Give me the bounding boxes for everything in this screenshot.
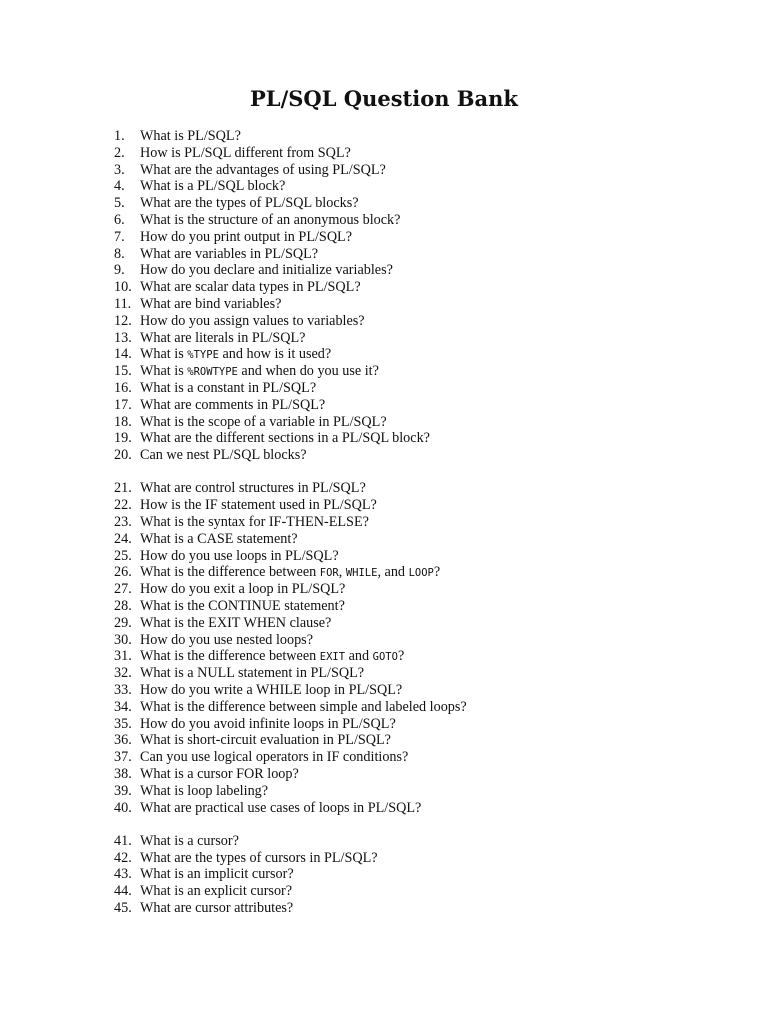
question-item <box>0 246 768 263</box>
question-item <box>0 581 768 598</box>
question-number: 10. <box>114 279 132 296</box>
question-text <box>140 480 366 497</box>
question-text <box>140 447 307 464</box>
question-item <box>0 833 768 850</box>
question-number: 25. <box>114 547 132 564</box>
question-item <box>0 665 768 682</box>
question-item <box>0 632 768 649</box>
question-item <box>0 145 768 162</box>
question-item <box>0 800 768 817</box>
question-text <box>140 279 361 296</box>
question-text-segment: What are scalar data types in PL/SQL? <box>140 279 361 296</box>
question-item <box>0 279 768 296</box>
question-text-segment: How is PL/SQL different from SQL? <box>140 144 351 161</box>
question-text <box>140 397 325 414</box>
question-text-segment: What is the EXIT WHEN clause? <box>140 614 332 631</box>
question-text-segment: What is the structure of an anonymous block? <box>140 211 401 228</box>
question-number: 43. <box>114 866 132 883</box>
question-text <box>140 212 400 229</box>
question-item <box>0 883 768 900</box>
question-item <box>0 514 768 531</box>
question-text-segment: What is a cursor? <box>140 832 239 849</box>
question-item <box>0 296 768 313</box>
question-text <box>140 682 402 699</box>
question-text-segment: , <box>338 564 346 581</box>
question-text <box>140 363 379 381</box>
question-item <box>0 262 768 279</box>
question-text-segment: and when do you use it? <box>237 363 379 380</box>
question-text <box>140 833 239 850</box>
question-number: 23. <box>114 514 132 531</box>
question-item <box>0 749 768 766</box>
question-text-segment: What are the advantages of using PL/SQL? <box>140 161 386 178</box>
question-text-segment: What is a cursor FOR loop? <box>140 765 299 782</box>
question-text-segment: What are bind variables? <box>140 295 282 312</box>
question-text-segment: How do you write a WHILE loop in PL/SQL? <box>140 682 403 698</box>
question-text <box>140 330 305 347</box>
question-item <box>0 497 768 514</box>
question-number: 38. <box>114 765 132 782</box>
question-text-segment: What is a PL/SQL block? <box>140 178 286 195</box>
question-text <box>140 178 285 195</box>
question-text-segment: What is the difference between <box>140 564 320 581</box>
question-number: 22. <box>114 497 132 514</box>
question-text <box>140 732 391 749</box>
question-item <box>0 531 768 548</box>
code-keyword: LOOP <box>408 567 434 580</box>
question-text-segment: What is <box>140 363 188 380</box>
question-text-segment: How do you assign values to variables? <box>140 312 365 329</box>
code-keyword: EXIT <box>319 651 346 664</box>
question-number: 21. <box>114 480 132 497</box>
question-text-segment: and <box>345 648 373 665</box>
question-number: 30. <box>114 631 132 648</box>
question-text-segment: What is the syntax for IF-THEN-ELSE? <box>140 514 369 531</box>
question-text <box>140 195 359 212</box>
question-text-segment: What are the types of cursors in PL/SQL? <box>140 849 378 866</box>
question-number: 18. <box>114 413 132 430</box>
question-text-segment: How do you declare and initialize variables? <box>140 262 393 279</box>
question-item <box>0 430 768 447</box>
question-text <box>140 783 268 800</box>
question-text-segment: How do you use loops in PL/SQL? <box>140 547 339 564</box>
question-text-segment: , and <box>377 564 409 581</box>
code-keyword: %ROWTYPE <box>187 366 238 379</box>
question-item <box>0 850 768 867</box>
question-item <box>0 178 768 195</box>
question-text-segment: What is <box>140 346 188 363</box>
question-number: 37. <box>114 749 132 766</box>
question-text-segment: ? <box>397 648 405 665</box>
question-text-segment: What is the difference between <box>140 648 320 665</box>
question-item <box>0 162 768 179</box>
question-number: 41. <box>114 832 132 849</box>
question-text <box>140 346 331 364</box>
question-text-segment: What is an explicit cursor? <box>140 883 293 900</box>
question-number: 12. <box>114 312 132 329</box>
question-text <box>140 564 440 582</box>
question-text <box>140 699 467 716</box>
question-item <box>0 363 768 380</box>
question-number: 42. <box>114 849 132 866</box>
question-item <box>0 380 768 397</box>
question-text <box>140 531 298 548</box>
section-spacer <box>0 816 768 833</box>
question-text-segment: Can we nest PL/SQL blocks? <box>140 447 307 464</box>
question-number: 7. <box>114 228 125 245</box>
question-item <box>0 548 768 565</box>
question-number: 4. <box>114 178 125 195</box>
question-text <box>140 229 352 246</box>
question-text-segment: What is PL/SQL? <box>140 128 241 144</box>
question-text <box>140 514 369 531</box>
question-text <box>140 380 316 397</box>
question-text <box>140 900 293 917</box>
question-text-segment: What are comments in PL/SQL? <box>140 396 326 413</box>
question-number: 29. <box>114 614 132 631</box>
question-number: 2. <box>114 144 125 161</box>
question-item <box>0 128 768 145</box>
question-text-segment: What is loop labeling? <box>140 782 269 799</box>
question-text <box>140 313 365 330</box>
question-text <box>140 145 351 162</box>
question-text <box>140 850 378 867</box>
code-keyword: GOTO <box>372 651 398 664</box>
question-number: 26. <box>114 564 132 581</box>
question-text <box>140 716 396 733</box>
question-text <box>140 430 430 447</box>
question-item <box>0 866 768 883</box>
question-text-segment: What are the different sections in a PL/SQL block? <box>140 430 430 447</box>
question-text-segment: What is the CONTINUE statement? <box>140 598 345 615</box>
question-text-segment: What is a CASE statement? <box>140 530 298 547</box>
question-number: 13. <box>114 329 132 346</box>
question-text <box>140 548 339 565</box>
question-item <box>0 212 768 229</box>
question-text <box>140 749 408 766</box>
question-text <box>140 581 345 598</box>
question-item <box>0 716 768 733</box>
question-text-segment: What are literals in PL/SQL? <box>140 329 306 346</box>
question-number: 28. <box>114 598 132 615</box>
question-item <box>0 229 768 246</box>
question-number: 9. <box>114 262 125 279</box>
question-item <box>0 682 768 699</box>
question-number: 19. <box>114 430 132 447</box>
question-text-segment: What is an implicit cursor? <box>140 866 294 883</box>
question-number: 17. <box>114 396 132 413</box>
question-number: 15. <box>114 363 132 380</box>
question-item <box>0 330 768 347</box>
question-text-segment: How do you exit a loop in PL/SQL? <box>140 581 346 598</box>
question-text <box>140 162 386 179</box>
question-item <box>0 732 768 749</box>
question-number: 44. <box>114 883 132 900</box>
question-text-segment: What is a constant in PL/SQL? <box>140 379 317 396</box>
section-spacer <box>0 464 768 481</box>
question-number: 20. <box>114 447 132 464</box>
question-text-segment: How do you print output in PL/SQL? <box>140 228 353 245</box>
question-number: 1. <box>114 128 125 144</box>
question-number: 45. <box>114 900 132 917</box>
question-text <box>140 615 331 632</box>
question-item <box>0 480 768 497</box>
question-item <box>0 699 768 716</box>
question-text <box>140 648 404 666</box>
question-number: 32. <box>114 665 132 682</box>
question-number: 27. <box>114 581 132 598</box>
question-text-segment: and how is it used? <box>218 346 332 363</box>
question-text-segment: Can you use logical operators in IF conditions? <box>140 749 409 766</box>
question-item <box>0 564 768 581</box>
code-keyword: %TYPE <box>187 349 219 362</box>
question-text-segment: What are the types of PL/SQL blocks? <box>140 195 359 212</box>
question-text <box>140 262 393 279</box>
question-item <box>0 447 768 464</box>
question-item <box>0 900 768 917</box>
question-text <box>140 246 318 263</box>
question-number: 34. <box>114 698 132 715</box>
question-number: 40. <box>114 799 132 816</box>
code-keyword: WHILE <box>345 567 378 580</box>
question-text-segment: What is the scope of a variable in PL/SQL? <box>140 413 387 430</box>
question-number: 39. <box>114 782 132 799</box>
question-text <box>140 665 364 682</box>
question-item <box>0 313 768 330</box>
question-text-segment: What are practical use cases of loops in PL/SQL? <box>140 799 422 816</box>
question-text <box>140 800 421 817</box>
question-number: 16. <box>114 379 132 396</box>
question-item <box>0 648 768 665</box>
question-text <box>140 296 281 313</box>
question-text-segment: How do you use nested loops? <box>140 631 313 648</box>
page-title: PL/SQL Question Bank <box>250 86 518 111</box>
question-text-segment: What are control structures in PL/SQL? <box>140 480 366 497</box>
question-text-segment: What is the difference between simple and labeled loops? <box>140 698 467 715</box>
question-number: 5. <box>114 195 125 212</box>
question-text-segment: What are variables in PL/SQL? <box>140 245 319 262</box>
question-number: 24. <box>114 530 132 547</box>
question-number: 31. <box>114 648 132 665</box>
question-text <box>140 598 345 615</box>
question-item <box>0 783 768 800</box>
question-list <box>0 128 768 917</box>
question-text-segment: What are cursor attributes? <box>140 900 294 917</box>
question-text-segment: How is the IF statement used in PL/SQL? <box>140 497 377 514</box>
question-text-segment: What is short-circuit evaluation in PL/SQL? <box>140 732 391 749</box>
question-item <box>0 766 768 783</box>
question-text-segment: What is a NULL statement in PL/SQL? <box>140 665 365 682</box>
question-text-segment: How do you avoid infinite loops in PL/SQL? <box>140 715 396 732</box>
question-item <box>0 615 768 632</box>
question-number: 36. <box>114 732 132 749</box>
question-item <box>0 414 768 431</box>
question-item <box>0 397 768 414</box>
question-number: 14. <box>114 346 132 363</box>
question-number: 3. <box>114 161 125 178</box>
question-text <box>140 128 241 145</box>
question-number: 35. <box>114 715 132 732</box>
question-text <box>140 866 294 883</box>
question-item <box>0 346 768 363</box>
question-text <box>140 632 313 649</box>
question-text <box>140 497 377 514</box>
question-number: 11. <box>114 295 132 312</box>
question-text <box>140 883 292 900</box>
code-keyword: FOR <box>319 567 339 580</box>
question-item <box>0 195 768 212</box>
question-text <box>140 414 387 431</box>
question-text <box>140 766 299 783</box>
question-text-segment: ? <box>433 564 441 581</box>
question-number: 8. <box>114 245 125 262</box>
question-item <box>0 598 768 615</box>
question-number: 33. <box>114 682 132 698</box>
question-number: 6. <box>114 211 125 228</box>
